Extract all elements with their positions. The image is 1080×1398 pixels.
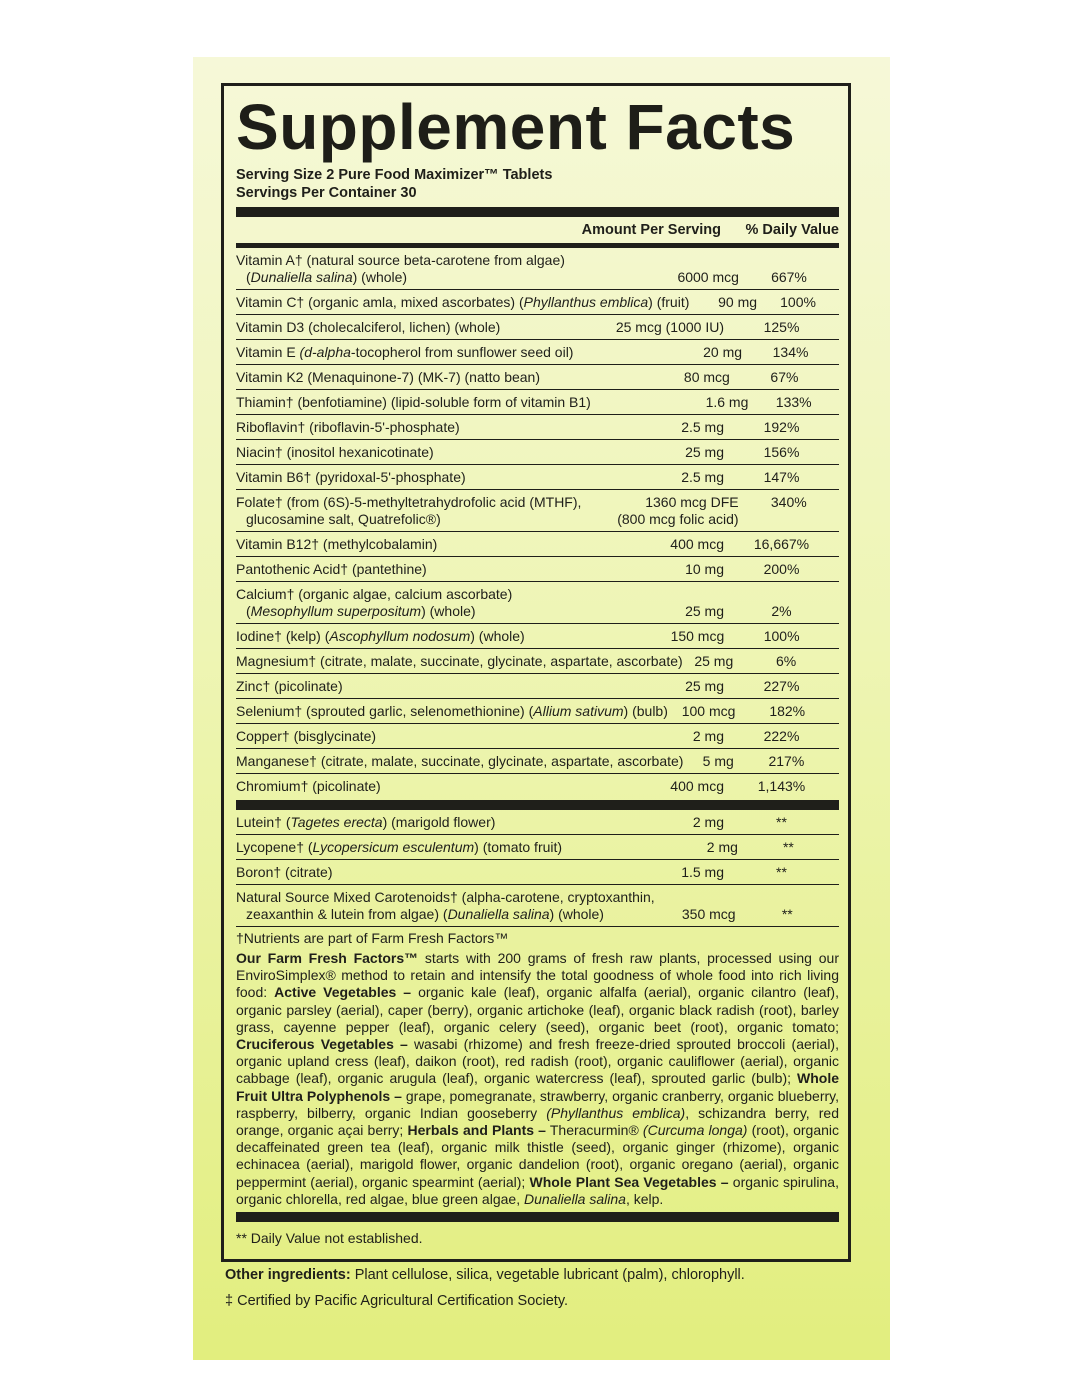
nutrient-amount: 20 mg (703, 344, 743, 360)
nutrient-row (236, 674, 839, 699)
nutrient-row (236, 649, 839, 674)
nutrient-row (236, 532, 839, 557)
nutrient-subname: zeaxanthin & lutein from algae) (Dunaliella salina) (whole) (246, 906, 604, 922)
nutrient-amount: 25 mcg (1000 IU) (615, 319, 724, 335)
nutrient-dv: 156% (763, 444, 800, 460)
nutrient-name: Vitamin E (d-alpha-tocopherol from sunflower seed oil) (236, 344, 574, 360)
nutrient-name: Lutein† (Tagetes erecta) (marigold flower) (236, 814, 496, 830)
nutrient-name: Vitamin B6† (pyridoxal-5'-phosphate) (236, 469, 466, 485)
nutrient-name: Niacin† (inositol hexanicotinate) (236, 444, 434, 460)
other-ingredients: Other ingredients: Plant cellulose, silica, vegetable lubricant (palm), chlorophyll. (225, 1267, 745, 1283)
nutrient-dv: 100% (763, 628, 800, 644)
nutrient-amount: 90 mg (718, 294, 758, 310)
serving-size: Serving Size 2 Pure Food Maximizer™ Tablets (236, 167, 553, 183)
nutrient-amount: 2 mg (706, 839, 738, 855)
nutrient-row (236, 557, 839, 582)
nutrient-amount: 25 mg (685, 603, 724, 619)
divider-thick (236, 800, 839, 810)
nutrient-name: Magnesium† (citrate, malate, succinate, glycinate, aspartate, ascorbate) (236, 653, 683, 669)
nutrient-row (236, 248, 839, 290)
nutrient-amount: 25 mg (694, 653, 734, 669)
nutrient-dv: 134% (772, 344, 809, 360)
nutrient-dv: 200% (763, 561, 800, 577)
nutrient-name: Vitamin C† (organic amla, mixed ascorbates) (Phyllanthus emblica) (fruit) (236, 294, 690, 310)
nutrient-name: Vitamin B12† (methylcobalamin) (236, 536, 438, 552)
nutrient-dv: 125% (763, 319, 800, 335)
nutrient-amount: 5 mg (702, 753, 734, 769)
certification-note: ‡ Certified by Pacific Agricultural Certification Society. (225, 1293, 569, 1309)
divider-thick (236, 207, 839, 217)
nutrient-row (236, 724, 839, 749)
nutrient-row (236, 415, 839, 440)
nutrient-name: Iodine† (kelp) (Ascophyllum nodosum) (whole) (236, 628, 525, 644)
dagger-footnote: †Nutrients are part of Farm Fresh Factors™ (236, 930, 509, 946)
nutrient-amount: 2.5 mg (681, 419, 724, 435)
nutrient-dv: 217% (768, 753, 805, 769)
nutrient-dv: 227% (763, 678, 800, 694)
nutrient-name: Vitamin A† (natural source beta-carotene from algae) (236, 252, 565, 268)
nutrient-amount: 150 mcg (670, 628, 725, 644)
nutrient-name: Thiamin† (benfotiamine) (lipid-soluble form of vitamin B1) (236, 394, 591, 410)
nutrient-row (236, 860, 839, 885)
nutrient-amount: 400 mcg (670, 778, 724, 794)
nutrient-name: Folate† (from (6S)-5-methyltetrahydrofolic acid (MTHF), (236, 494, 582, 510)
nutrient-row (236, 624, 839, 649)
nutrient-amount: 6000 mcg (677, 269, 739, 285)
nutrient-amount: 80 mcg (683, 369, 730, 385)
nutrient-dv: 100% (780, 294, 816, 310)
nutrient-dv: ** (776, 864, 787, 880)
farm-fresh-factors-text: Our Farm Fresh Factors™ starts with 200 grams of fresh raw plants, processed using our EnviroSimplex® method to retain and intensify the total goodness of whole food into rich living food: Active Vegetables – organic kale (leaf), organic alfalfa (aerial), organic cilantro (leaf), organic parsley (aerial), caper (berry), organic artichoke (leaf), organic black radish (root), barley grass, cayenne pepper (leaf), organic celery (seed), organic beet (root), organic tomato; Cruciferous Vegetables – wasabi (rhizome) and fresh freeze-dried sprouted broccoli (aerial), organic upland cress (leaf), daikon (root), red radish (root), organic cauliflower (aerial), organic cabbage (leaf), organic arugula (leaf), organic watercress (leaf), sprouted garlic (bulb); Whole Fruit Ultra Polyphenols – grape, pomegranate, strawberry, organic cranberry, organic blueberry, raspberry, bilberry, organic Indian gooseberry (Phyllanthus emblica), schizandra berry, red orange, organic açai berry; Herbals and Plants – Theracurmin® (Curcuma longa) (root), organic decaffeinated green tea (leaf), organic milk thistle (seed), organic ginger (rhizome), organic echinacea (aerial), marigold flower, organic dandelion (root), organic oregano (aerial), organic peppermint (aerial), organic spearmint (aerial); Whole Plant Sea Vegetables – organic spirulina, organic chlorella, red algae, blue green algae, Dunaliella salina, kelp. (236, 950, 840, 1207)
nutrient-name: Zinc† (picolinate) (236, 678, 343, 694)
nutrient-dv: 133% (775, 394, 812, 410)
nutrient-dv: 67% (770, 369, 799, 385)
nutrient-name: Vitamin D3 (cholecalciferol, lichen) (whole) (236, 319, 501, 335)
nutrient-name: Pantothenic Acid† (pantethine) (236, 561, 427, 577)
nutrient-row (236, 390, 839, 415)
nutrient-amount: 10 mg (685, 561, 724, 577)
nutrient-dv: 340% (770, 494, 807, 510)
nutrient-dv: ** (781, 906, 793, 922)
nutrient-dv: ** (776, 814, 787, 830)
supplement-facts-box (221, 83, 851, 1262)
nutrient-subname: glucosamine salt, Quatrefolic®) (246, 511, 441, 527)
nutrient-name: Natural Source Mixed Carotenoids† (alpha-carotene, cryptoxanthin, (236, 889, 655, 905)
nutrient-name: Chromium† (picolinate) (236, 778, 381, 794)
nutrient-subname: (Dunaliella salina) (whole) (246, 269, 408, 285)
nutrient-dv: ** (782, 839, 794, 855)
nutrient-amount: 100 mcg (681, 703, 736, 719)
nutrient-row (236, 885, 839, 927)
nutrient-amount: 350 mcg (681, 906, 736, 922)
servings-per-container: Servings Per Container 30 (236, 185, 417, 201)
nutrient-name: Copper† (bisglycinate) (236, 728, 377, 744)
nutrient-dv: 192% (763, 419, 800, 435)
nutrient-dv: 182% (769, 703, 806, 719)
nutrient-dv: 147% (763, 469, 800, 485)
nutrient-amount-note: (800 mcg folic acid) (617, 511, 739, 527)
nutrient-amount: 2.5 mg (681, 469, 724, 485)
nutrient-name: Riboflavin† (riboflavin-5'-phosphate) (236, 419, 460, 435)
nutrient-amount: 1.5 mg (681, 864, 724, 880)
facts-title: Supplement Facts (236, 91, 796, 163)
nutrient-row (236, 749, 839, 774)
nutrient-row (236, 774, 839, 798)
nutrient-row (236, 440, 839, 465)
nutrient-name: Boron† (citrate) (236, 864, 333, 880)
nutrient-dv: 2% (771, 603, 792, 619)
nutrient-row (236, 835, 839, 860)
nutrient-amount: 25 mg (685, 444, 724, 460)
nutrient-name: Selenium† (sprouted garlic, selenomethionine) (Allium sativum) (bulb) (236, 703, 668, 719)
nutrient-dv: 6% (776, 653, 797, 669)
nutrient-amount: 1.6 mg (705, 394, 749, 410)
nutrient-row (236, 340, 839, 365)
nutrient-dv: 1,143% (757, 778, 806, 794)
nutrient-row (236, 490, 839, 532)
nutrient-name: Manganese† (citrate, malate, succinate, glycinate, aspartate, ascorbate) (236, 753, 684, 769)
nutrient-dv: 222% (763, 728, 800, 744)
daily-value-note: ** Daily Value not established. (236, 1230, 423, 1247)
divider-thick (236, 1212, 839, 1222)
nutrient-name: Vitamin K2 (Menaquinone-7) (MK-7) (natto bean) (236, 369, 541, 385)
nutrient-dv: 16,667% (753, 536, 810, 552)
nutrient-row (236, 699, 839, 724)
serving-info (236, 166, 839, 202)
amount-header: Amount Per Serving (581, 222, 721, 238)
nutrient-name: Lycopene† (Lycopersicum esculentum) (tomato fruit) (236, 839, 563, 855)
table-header (236, 217, 839, 243)
nutrient-dv: 667% (771, 269, 807, 285)
nutrient-subname: (Mesophyllum superpositum) (whole) (246, 603, 476, 619)
nutrient-amount: 400 mcg (670, 536, 724, 552)
daily-value-header: % Daily Value (745, 222, 839, 238)
nutrient-row (236, 290, 839, 315)
nutrient-amount: 2 mg (692, 814, 724, 830)
nutrient-row (236, 315, 839, 340)
nutrient-name: Calcium† (organic algae, calcium ascorbate) (236, 586, 513, 602)
nutrient-amount: 2 mg (692, 728, 724, 744)
nutrient-row (236, 582, 839, 624)
nutrient-amount: 1360 mcg DFE (645, 494, 739, 510)
nutrient-row (236, 810, 839, 835)
nutrient-row (236, 365, 839, 390)
nutrient-amount: 25 mg (685, 678, 724, 694)
nutrient-row (236, 465, 839, 490)
